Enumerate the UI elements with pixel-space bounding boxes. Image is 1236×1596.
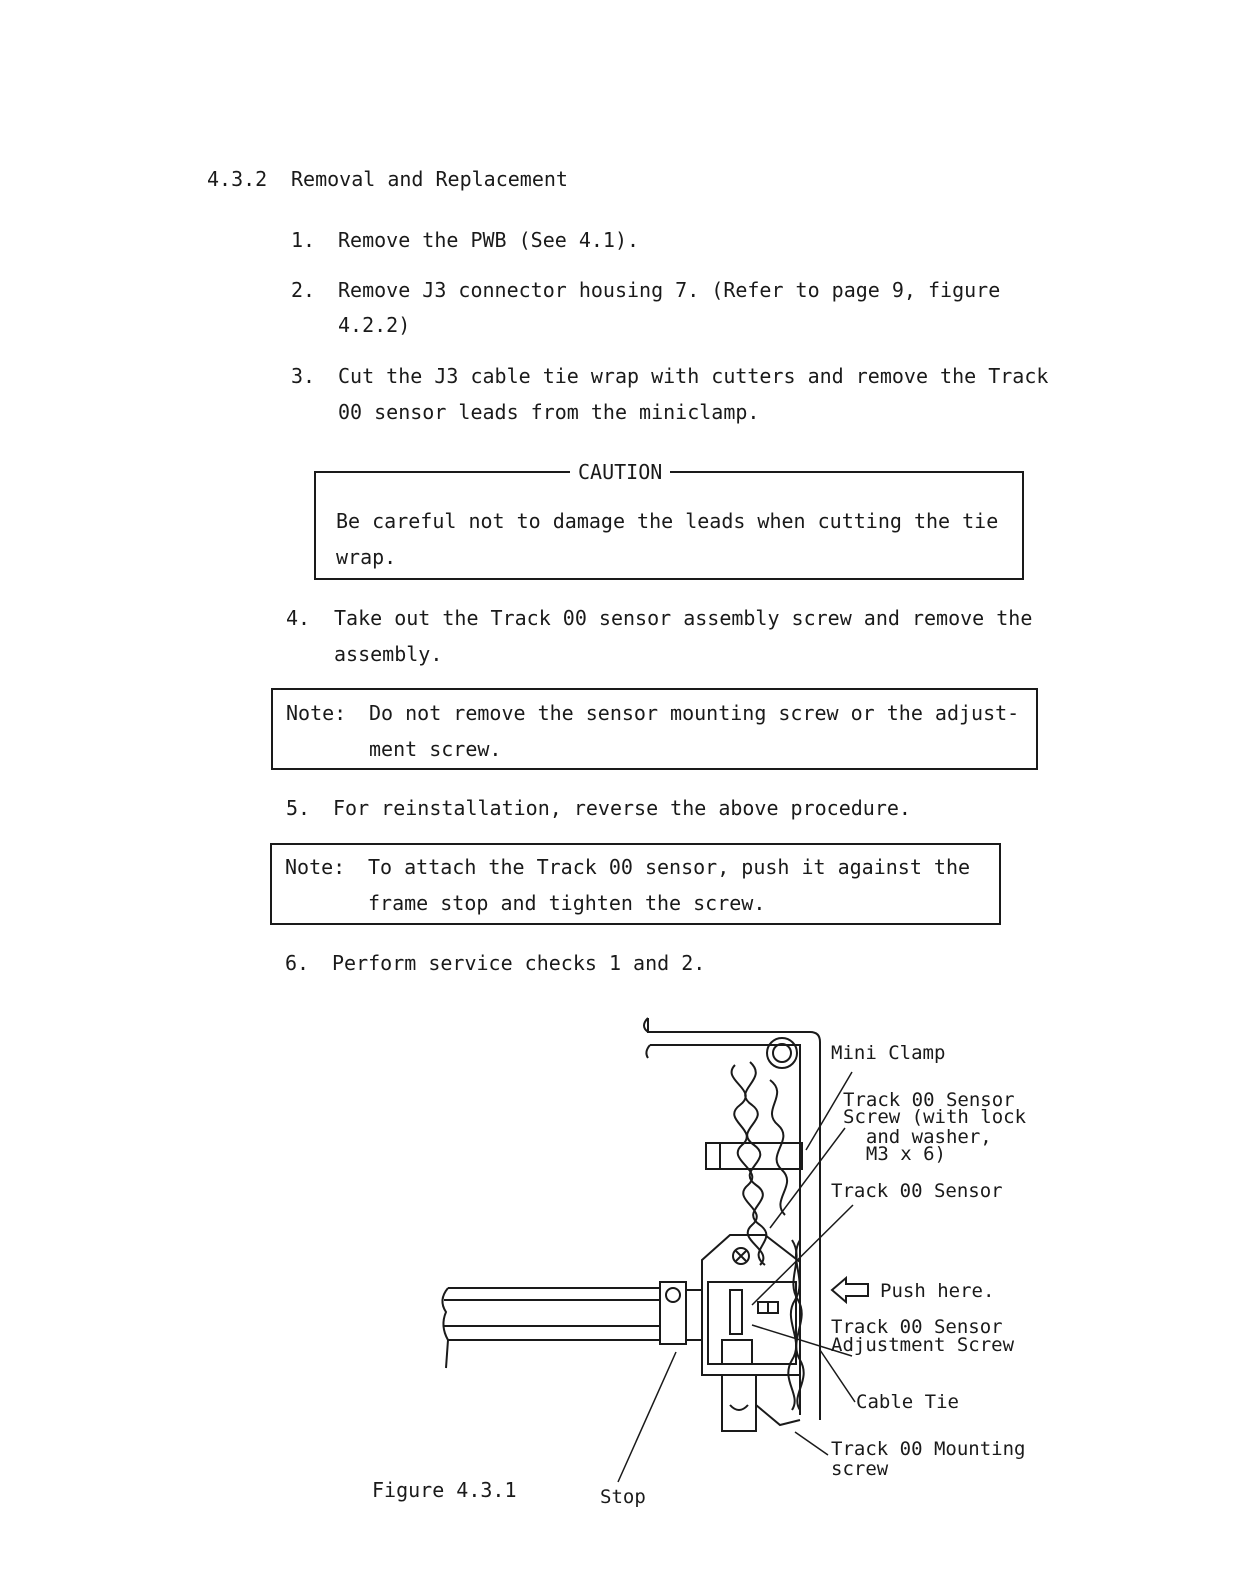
label-sensor: Track 00 Sensor	[831, 1180, 1003, 1202]
note-2-label: Note:	[285, 855, 346, 879]
section-number: 4.3.2	[207, 167, 268, 191]
label-cable-tie: Cable Tie	[856, 1391, 959, 1413]
figure-caption: Figure 4.3.1	[372, 1478, 517, 1502]
note-1-label: Note:	[286, 701, 347, 725]
label-push-here: Push here.	[880, 1280, 995, 1302]
step-5-number: 5.	[286, 796, 311, 820]
label-sensor-screw-line-2: Screw (with lock	[843, 1106, 1027, 1128]
step-3-text-line-1: Cut the J3 cable tie wrap with cutters and remove the Track	[338, 364, 1049, 388]
caution-text-line-1: Be careful not to damage the leads when cutting the tie	[336, 509, 999, 533]
label-mini-clamp: Mini Clamp	[831, 1042, 946, 1064]
step-2-text-line-1: Remove J3 connector housing 7. (Refer to page 9, figure	[338, 278, 1001, 302]
step-4-text-line-1: Take out the Track 00 sensor assembly screw and remove the	[334, 606, 1033, 630]
step-4-number: 4.	[286, 606, 311, 630]
step-4-text-line-2: assembly.	[334, 642, 443, 666]
rail	[444, 1288, 660, 1340]
label-adjustment-screw-line-1: Track 00 Sensor	[831, 1316, 1003, 1338]
step-6-number: 6.	[285, 951, 310, 975]
step-3-number: 3.	[291, 364, 316, 388]
label-sensor-screw-line-1: Track 00 Sensor	[843, 1089, 1015, 1111]
mini-clamp-shape	[767, 1038, 797, 1068]
label-sensor-screw-line-4: M3 x 6)	[843, 1143, 946, 1165]
note-2-text-line-2: frame stop and tighten the screw.	[368, 891, 766, 915]
label-stop: Stop	[600, 1486, 646, 1508]
step-2-number: 2.	[291, 278, 316, 302]
stop-block	[722, 1375, 756, 1431]
step-5-text: For reinstallation, reverse the above procedure.	[333, 796, 911, 820]
step-1-number: 1.	[291, 228, 316, 252]
label-mounting-screw-line-2: screw	[831, 1458, 889, 1480]
section-title: Removal and Replacement	[291, 167, 568, 191]
label-adjustment-screw-line-2: Adjustment Screw	[831, 1334, 1015, 1356]
label-mounting-screw-line-1: Track 00 Mounting	[831, 1438, 1026, 1460]
caution-title: CAUTION	[570, 460, 670, 484]
label-sensor-screw-line-3: and washer,	[843, 1126, 992, 1148]
step-1-text: Remove the PWB (See 4.1).	[338, 228, 640, 252]
note-1-text-line-2: ment screw.	[369, 737, 502, 761]
push-arrow-icon	[832, 1278, 868, 1302]
note-1-text-line-1: Do not remove the sensor mounting screw or the adjust-	[369, 701, 1020, 725]
step-6-text: Perform service checks 1 and 2.	[332, 951, 706, 975]
note-2-text-line-1: To attach the Track 00 sensor, push it against the	[368, 855, 971, 879]
caution-text-line-2: wrap.	[336, 545, 397, 569]
step-2-text-line-2: 4.2.2)	[338, 313, 411, 337]
step-3-text-line-2: 00 sensor leads from the miniclamp.	[338, 400, 760, 424]
